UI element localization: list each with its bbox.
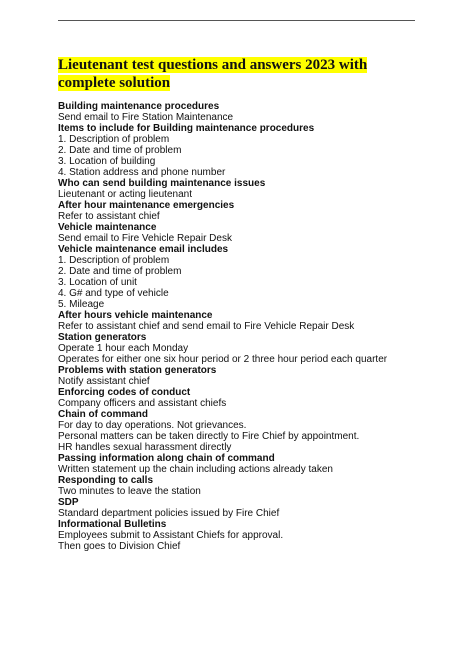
question-heading: Chain of command	[58, 409, 149, 420]
answer-line: Written statement up the chain including actions already taken	[58, 464, 333, 475]
document-title	[58, 56, 418, 92]
answer-line: 3. Location of unit	[58, 277, 137, 288]
question-heading: Informational Bulletins	[58, 519, 167, 530]
answer-line: Send email to Fire Station Maintenance	[58, 112, 234, 123]
answer-line: 1. Description of problem	[58, 255, 170, 266]
answer-line: 4. G# and type of vehicle	[58, 288, 169, 299]
answer-line: Two minutes to leave the station	[58, 486, 201, 497]
answer-line: Employees submit to Assistant Chiefs for approval.	[58, 530, 284, 541]
answer-line: Operates for either one six hour period or 2 three hour period each quarter	[58, 354, 388, 365]
answer-line: 4. Station address and phone number	[58, 167, 226, 178]
answer-line: 3. Location of building	[58, 156, 156, 167]
question-heading: Who can send building maintenance issues	[58, 178, 266, 189]
answer-line: Lieutenant or acting lieutenant	[58, 189, 192, 200]
answer-line: Send email to Fire Vehicle Repair Desk	[58, 233, 232, 244]
question-heading: Station generators	[58, 332, 147, 343]
question-heading: Problems with station generators	[58, 365, 217, 376]
header-divider	[58, 20, 415, 21]
answer-line: Company officers and assistant chiefs	[58, 398, 227, 409]
question-heading: Items to include for Building maintenance procedures	[58, 123, 315, 134]
answer-line: Then goes to Division Chief	[58, 541, 181, 552]
question-heading: Vehicle maintenance email includes	[58, 244, 229, 255]
answer-line: 1. Description of problem	[58, 134, 170, 145]
answer-line: Standard department policies issued by Fire Chief	[58, 508, 280, 519]
question-heading: Building maintenance procedures	[58, 101, 220, 112]
answer-line: Personal matters can be taken directly to Fire Chief by appointment.	[58, 431, 360, 442]
document-title-text: Lieutenant test questions and answers 2023 with complete solution	[58, 57, 368, 91]
answer-line: For day to day operations. Not grievances.	[58, 420, 247, 431]
qa-list	[58, 101, 448, 552]
question-heading: Passing information along chain of command	[58, 453, 275, 464]
question-heading: Vehicle maintenance	[58, 222, 157, 233]
answer-line: HR handles sexual harassment directly	[58, 442, 232, 453]
question-heading: After hours vehicle maintenance	[58, 310, 213, 321]
question-heading: Responding to calls	[58, 475, 154, 486]
answer-line: Refer to assistant chief and send email to Fire Vehicle Repair Desk	[58, 321, 355, 332]
answer-line: Refer to assistant chief	[58, 211, 160, 222]
answer-line: 5. Mileage	[58, 299, 105, 310]
question-heading: After hour maintenance emergencies	[58, 200, 235, 211]
answer-line: Notify assistant chief	[58, 376, 150, 387]
answer-line: 2. Date and time of problem	[58, 145, 182, 156]
answer-line: 2. Date and time of problem	[58, 266, 182, 277]
answer-line: Operate 1 hour each Monday	[58, 343, 189, 354]
question-heading: SDP	[58, 497, 79, 508]
question-heading: Enforcing codes of conduct	[58, 387, 191, 398]
